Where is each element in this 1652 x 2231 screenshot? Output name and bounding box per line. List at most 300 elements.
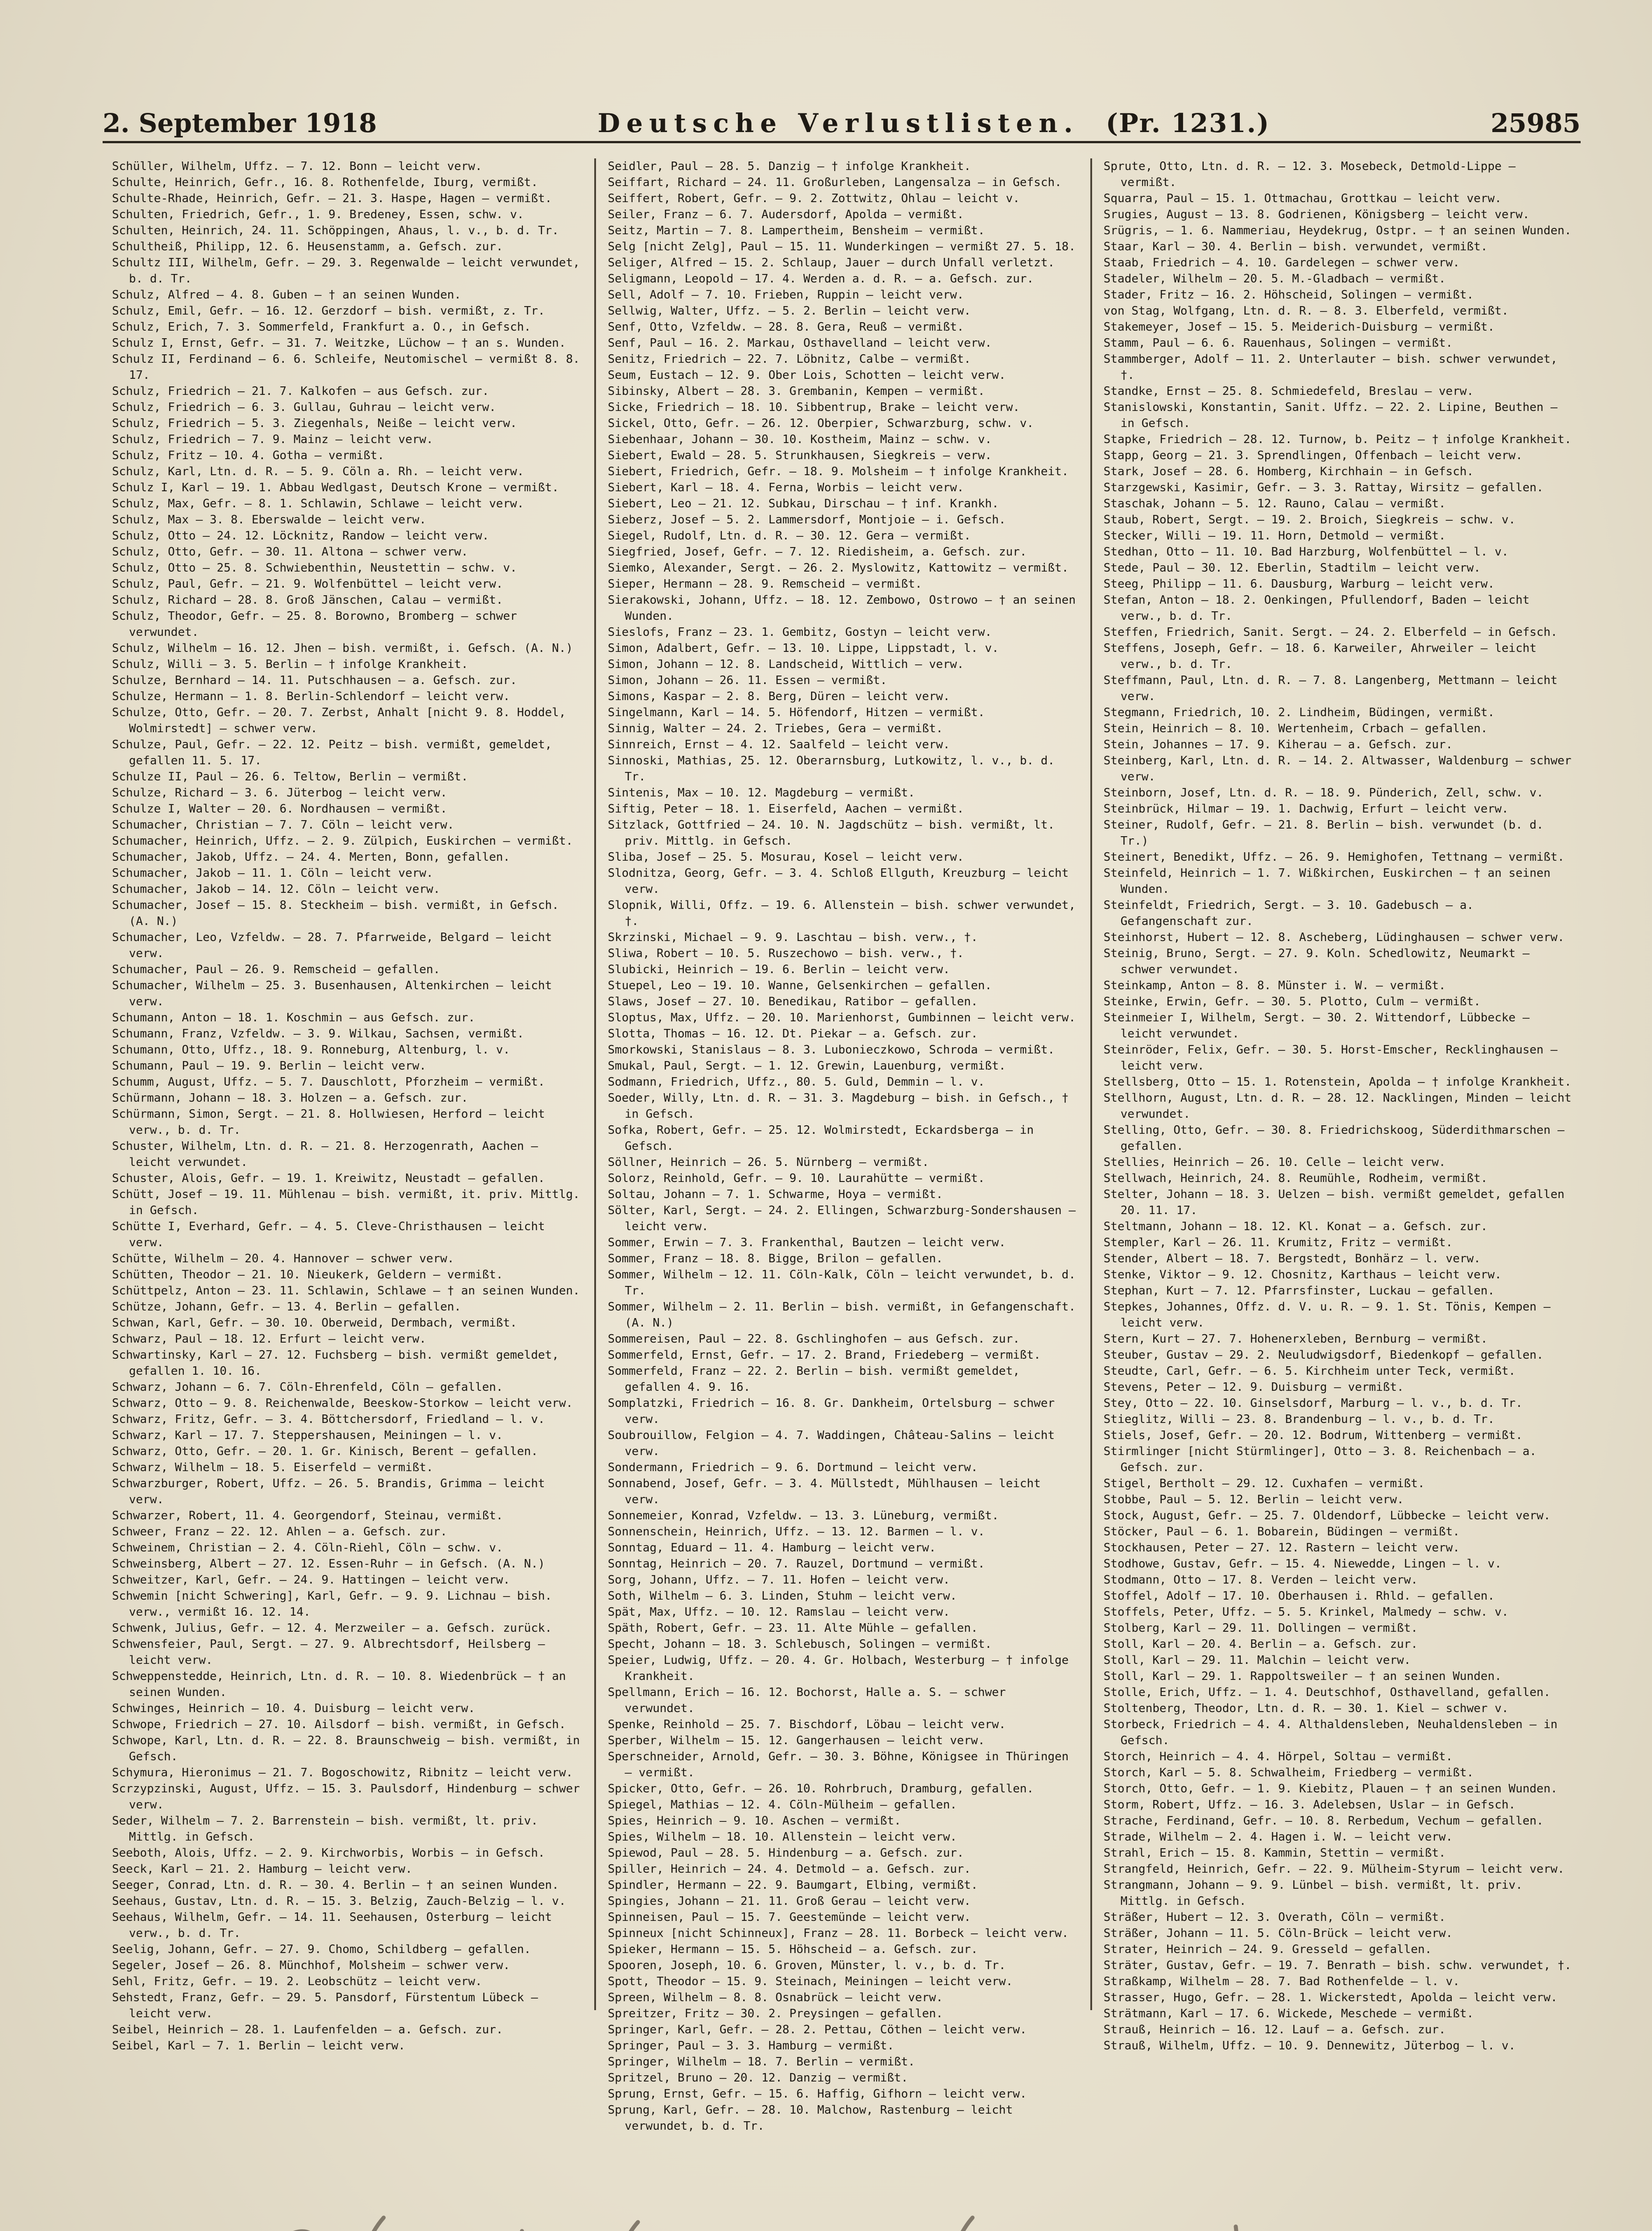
- casualty-entry: Siebert, Ewald — 28. 5. Strunkhausen, Siegkreis — verw.: [608, 449, 992, 462]
- casualty-entry: Seibel, Heinrich — 28. 1. Laufenfelden — a. Gefsch. zur.: [112, 2023, 503, 2036]
- casualty-entry: Schwarzburger, Robert, Uffz. — 26. 5. Brandis, Grimma — leicht verw.: [112, 1477, 545, 1506]
- casualty-entry: Stobbe, Paul — 5. 12. Berlin — leicht verw.: [1103, 1493, 1404, 1506]
- casualty-entry: Schütten, Theodor — 21. 10. Nieukerk, Geldern — vermißt.: [112, 1268, 503, 1281]
- casualty-entry: Schulz, Max — 3. 8. Eberswalde — leicht verw.: [112, 513, 426, 527]
- casualty-entry: Stoltenberg, Theodor, Ltn. d. R. — 30. 1. Kiel — schwer v.: [1103, 1702, 1509, 1715]
- casualty-entry: Schumacher, Jakob — 14. 12. Cöln — leicht verw.: [112, 883, 440, 896]
- casualty-entry: Stender, Albert — 18. 7. Bergstedt, Bonhärz — l. verw.: [1103, 1252, 1481, 1265]
- casualty-entry: Stolberg, Karl — 29. 11. Dollingen — vermißt.: [1103, 1621, 1418, 1635]
- casualty-entry: Simons, Kaspar — 2. 8. Berg, Düren — leicht verw.: [608, 690, 950, 703]
- casualty-entry: Stirmlinger [nicht Stürmlinger], Otto — 3. 8. Reichenbach — a. Gefsch. zur.: [1103, 1445, 1537, 1474]
- casualty-entry: Specht, Johann — 18. 3. Schlebusch, Solingen — vermißt.: [608, 1638, 992, 1651]
- casualty-entry: Senf, Paul — 16. 2. Markau, Osthavelland — leicht verw.: [608, 336, 992, 350]
- casualty-entry: Storch, Otto, Gefr. — 1. 9. Kiebitz, Plauen — † an seinen Wunden.: [1103, 1782, 1558, 1796]
- casualty-entry: Schymura, Hieronimus — 21. 7. Bogoschowitz, Ribnitz — leicht verw.: [112, 1766, 573, 1779]
- casualty-entry: Schwarz, Johann — 6. 7. Cöln-Ehrenfeld, Cöln — gefallen.: [112, 1381, 503, 1394]
- casualty-entry: Sommerfeld, Franz — 22. 2. Berlin — bish. vermißt gemeldet, gefallen 4. 9. 16.: [608, 1364, 1020, 1394]
- casualty-entry: Schüttpelz, Anton — 23. 11. Schlawin, Schlawe — † an seinen Wunden.: [112, 1284, 580, 1298]
- casualty-entry: Schwope, Karl, Ltn. d. R. — 22. 8. Braunschweig — bish. vermißt, in Gefsch.: [112, 1734, 580, 1763]
- casualty-entry: Sellwig, Walter, Uffz. — 5. 2. Berlin — leicht verw.: [608, 304, 971, 318]
- casualty-entry: Schulten, Heinrich, 24. 11. Schöppingen, Ahaus, l. v., b. d. Tr.: [112, 224, 559, 237]
- casualty-entry: Steffmann, Paul, Ltn. d. R. — 7. 8. Langenberg, Mettmann — leicht verw.: [1103, 674, 1558, 703]
- casualty-entry: Schumacher, Jakob — 11. 1. Cöln — leicht verw.: [112, 867, 434, 880]
- casualty-entry: Steinfeldt, Friedrich, Sergt. — 3. 10. Gadebusch — a. Gefangenschaft zur.: [1103, 899, 1474, 928]
- casualty-entry: Segeler, Josef — 26. 8. Münchhof, Molsheim — schwer verw.: [112, 1959, 510, 1972]
- casualty-entry: Sperschneider, Arnold, Gefr. — 30. 3. Böhne, Königsee in Thüringen — vermißt.: [608, 1750, 1069, 1779]
- casualty-entry: Steinert, Benedikt, Uffz. — 26. 9. Hemighofen, Tettnang — vermißt.: [1103, 850, 1565, 864]
- casualty-entry: Schwemin [nicht Schwering], Karl, Gefr. — 9. 9. Lichnau — bish. verw., vermißt 16. 12. 14.: [112, 1589, 552, 1619]
- page-header: [103, 105, 1581, 143]
- casualty-entry: Slodnitza, Georg, Gefr. — 3. 4. Schloß Ellguth, Kreuzburg — leicht verw.: [608, 867, 1069, 896]
- casualty-entry: Schwarz, Paul — 18. 12. Erfurt — leicht verw.: [112, 1332, 426, 1346]
- casualty-entry: Schwope, Friedrich — 27. 10. Ailsdorf — bish. vermißt, in Gefsch.: [112, 1718, 566, 1731]
- casualty-entry: Schumacher, Heinrich, Uffz. — 2. 9. Zülpich, Euskirchen — vermißt.: [112, 834, 573, 848]
- casualty-entry: Schweitzer, Karl, Gefr. — 24. 9. Hattingen — leicht verw.: [112, 1573, 510, 1587]
- casualty-entry: Spenke, Reinhold — 25. 7. Bischdorf, Löbau — leicht verw.: [608, 1718, 1006, 1731]
- casualty-entry: Solorz, Reinhold, Gefr. — 9. 10. Laurahütte — vermißt.: [608, 1172, 985, 1185]
- casualty-entry: Schulze, Bernhard — 14. 11. Putschhausen — a. Gefsch. zur.: [112, 674, 517, 687]
- casualty-entry: Starzgewski, Kasimir, Gefr. — 3. 3. Rattay, Wirsitz — gefallen.: [1103, 481, 1544, 494]
- casualty-entry: Stanislowski, Konstantin, Sanit. Uffz. — 22. 2. Lipine, Beuthen — in Gefsch.: [1103, 401, 1558, 430]
- casualty-entry: Singelmann, Karl — 14. 5. Höfendorf, Hitzen — vermißt.: [608, 706, 985, 719]
- casualty-entry: Sonnenschein, Heinrich, Uffz. — 13. 12. Barmen — l. v.: [608, 1525, 985, 1538]
- casualty-entry: Steinkamp, Anton — 8. 8. Münster i. W. — vermißt.: [1103, 979, 1446, 992]
- casualty-entry: Stakemeyer, Josef — 15. 5. Meiderich-Duisburg — vermißt.: [1103, 320, 1495, 334]
- casualty-entry: Seidler, Paul — 28. 5. Danzig — † infolge Krankheit.: [608, 160, 971, 173]
- casualty-entry: Seitz, Martin — 7. 8. Lampertheim, Bensheim — vermißt.: [608, 224, 985, 237]
- casualty-entry: Schulz I, Ernst, Gefr. — 31. 7. Weitzke, Lüchow — † an s. Wunden.: [112, 336, 566, 350]
- casualty-entry: Sell, Adolf — 7. 10. Frieben, Ruppin — leicht verw.: [608, 288, 964, 302]
- casualty-entry: Siftig, Peter — 18. 1. Eiserfeld, Aachen — vermißt.: [608, 802, 964, 816]
- casualty-entry: Schwarz, Fritz, Gefr. — 3. 4. Böttchersdorf, Friedland — l. v.: [112, 1413, 545, 1426]
- casualty-entry: Staub, Robert, Sergt. — 19. 2. Broich, Siegkreis — schw. v.: [1103, 513, 1516, 527]
- casualty-entry: Strasser, Hugo, Gefr. — 28. 1. Wickerstedt, Apolda — leicht verw.: [1103, 1991, 1558, 2004]
- casualty-entry: Schulz, Emil, Gefr. — 16. 12. Gerzdorf — bish. vermißt, z. Tr.: [112, 304, 545, 318]
- casualty-entry: Schwarz, Wilhelm — 18. 5. Eiserfeld — vermißt.: [112, 1461, 434, 1474]
- casualty-entry: Stellwach, Heinrich, 24. 8. Reumühle, Rodheim, vermißt.: [1103, 1172, 1488, 1185]
- casualty-entry: Seligmann, Leopold — 17. 4. Werden a. d. R. — a. Gefsch. zur.: [608, 272, 1034, 286]
- casualty-entry: Schulz, Otto, Gefr. — 30. 11. Altona — schwer verw.: [112, 545, 468, 559]
- casualty-entry: Siebenhaar, Johann — 30. 10. Kostheim, Mainz — schw. v.: [608, 433, 992, 446]
- casualty-entry: Schwarz, Otto, Gefr. — 20. 1. Gr. Kinisch, Berent — gefallen.: [112, 1445, 538, 1458]
- casualty-entry: Steinbrück, Hilmar — 19. 1. Dachwig, Erfurt — leicht verw.: [1103, 802, 1509, 816]
- column-2: [594, 158, 1090, 2133]
- casualty-entry: Schulten, Friedrich, Gefr., 1. 9. Bredeney, Essen, schw. v.: [112, 208, 524, 221]
- casualty-entry: Sprute, Otto, Ltn. d. R. — 12. 3. Mosebeck, Detmold-Lippe — vermißt.: [1103, 160, 1516, 189]
- casualty-entry: Schweinsberg, Albert — 27. 12. Essen-Ruhr — in Gefsch. (A. N.): [112, 1557, 545, 1571]
- casualty-entry: Sieper, Hermann — 28. 9. Remscheid — vermißt.: [608, 577, 922, 591]
- casualty-entry: Stiels, Josef, Gefr. — 20. 12. Bodrum, Wittenberg — vermißt.: [1103, 1429, 1523, 1442]
- casualty-entry: Schulze, Hermann — 1. 8. Berlin-Schlendorf — leicht verw.: [112, 690, 510, 703]
- header-page-number: 25985: [1491, 108, 1581, 138]
- casualty-entry: Stöcker, Paul — 6. 1. Bobarein, Büdingen — vermißt.: [1103, 1525, 1460, 1538]
- casualty-entry: Spingies, Johann — 21. 11. Groß Gerau — leicht verw.: [608, 1895, 971, 1908]
- casualty-entry: Sinnreich, Ernst — 4. 12. Saalfeld — leicht verw.: [608, 738, 950, 751]
- casualty-entry: Staab, Friedrich — 4. 10. Gardelegen — schwer verw.: [1103, 256, 1460, 270]
- casualty-entry: Sträßer, Johann — 11. 5. Cöln-Brück — leicht verw.: [1103, 1927, 1453, 1940]
- casualty-entry: Spiegel, Mathias — 12. 4. Cöln-Mülheim — gefallen.: [608, 1798, 957, 1812]
- casualty-entry: Schulz, Richard — 28. 8. Groß Jänschen, Calau — vermißt.: [112, 593, 503, 607]
- casualty-entry: Schumann, Franz, Vzfeldw. — 3. 9. Wilkau, Sachsen, vermißt.: [112, 1027, 524, 1041]
- casualty-entry: Storbeck, Friedrich — 4. 4. Althaldensleben, Neuhaldensleben — in Gefsch.: [1103, 1718, 1558, 1747]
- casualty-entry: Söllner, Heinrich — 26. 5. Nürnberg — vermißt.: [608, 1156, 929, 1169]
- casualty-entry: Storm, Robert, Uffz. — 16. 3. Adelebsen, Uslar — in Gefsch.: [1103, 1798, 1516, 1812]
- casualty-entry: Schweer, Franz — 22. 12. Ahlen — a. Gefsch. zur.: [112, 1525, 447, 1538]
- casualty-entry: Sloptus, Max, Uffz. — 20. 10. Marienhorst, Gumbinnen — leicht verw.: [608, 1011, 1076, 1024]
- casualty-entry: Steinberg, Karl, Ltn. d. R. — 14. 2. Altwasser, Waldenburg — schwer verw.: [1103, 754, 1572, 784]
- casualty-entry: Seiler, Franz — 6. 7. Audersdorf, Apolda — vermißt.: [608, 208, 964, 221]
- casualty-entry: Soubrouillow, Felgion — 4. 7. Waddingen, Château-Salins — leicht verw.: [608, 1429, 1055, 1458]
- header-center: [598, 108, 1270, 138]
- casualty-entry: Sieberz, Josef — 5. 2. Lammersdorf, Montjoie — i. Gefsch.: [608, 513, 1006, 527]
- casualty-entry: Seum, Eustach — 12. 9. Ober Lois, Schotten — leicht verw.: [608, 369, 1006, 382]
- casualty-entry: Schulze, Paul, Gefr. — 22. 12. Peitz — bish. vermißt, gemeldet, gefallen 11. 5. 17.: [112, 738, 552, 767]
- casualty-entry: Stephan, Kurt — 7. 12. Pfarrsfinster, Luckau — gefallen.: [1103, 1284, 1495, 1298]
- casualty-entry: Squarra, Paul — 15. 1. Ottmachau, Grottkau — leicht verw.: [1103, 192, 1502, 205]
- casualty-entry: Stammberger, Adolf — 11. 2. Unterlauter — bish. schwer verwundet, †.: [1103, 352, 1558, 382]
- casualty-entry: Schumm, August, Uffz. — 5. 7. Dauschlott, Pforzheim — vermißt.: [112, 1075, 545, 1089]
- casualty-entry: Schürmann, Simon, Sergt. — 21. 8. Hollwiesen, Herford — leicht verw., b. d. Tr.: [112, 1107, 545, 1137]
- casualty-entry: Spreitzer, Fritz — 30. 2. Preysingen — gefallen.: [608, 2007, 943, 2020]
- casualty-entry: Sieslofs, Franz — 23. 1. Gembitz, Gostyn — leicht verw.: [608, 626, 992, 639]
- handwritten-annotation: [0, 2177, 1652, 2231]
- casualty-entry: Sonntag, Eduard — 11. 4. Hamburg — leicht verw.: [608, 1541, 936, 1555]
- casualty-entry: Springer, Paul — 3. 3. Hamburg — vermißt.: [608, 2039, 894, 2053]
- casualty-entry: Storch, Heinrich — 4. 4. Hörpel, Soltau — vermißt.: [1103, 1750, 1453, 1763]
- casualty-entry: Slubicki, Heinrich — 19. 6. Berlin — leicht verw.: [608, 963, 950, 976]
- casualty-entry: Schumacher, Jakob, Uffz. — 24. 4. Merten, Bonn, gefallen.: [112, 850, 510, 864]
- casualty-entry: Stellsberg, Otto — 15. 1. Rotenstein, Apolda — † infolge Krankheit.: [1103, 1075, 1572, 1089]
- casualty-entry: Somplatzki, Friedrich — 16. 8. Gr. Dankheim, Ortelsburg — schwer verw.: [608, 1397, 1055, 1426]
- casualty-entry: Schulz, Otto — 24. 12. Löcknitz, Randow — leicht verw.: [112, 529, 489, 543]
- casualty-entry: Sträßer, Hubert — 12. 3. Overath, Cöln — vermißt.: [1103, 1911, 1446, 1924]
- casualty-entry: Stede, Paul — 30. 12. Eberlin, Stadtilm — leicht verw.: [1103, 561, 1481, 575]
- casualty-entry: Stein, Johannes — 17. 9. Kiherau — a. Gefsch. zur.: [1103, 738, 1453, 751]
- casualty-entry: Stefan, Anton — 18. 2. Oenkingen, Pfullendorf, Baden — leicht verw., b. d. Tr.: [1103, 593, 1530, 623]
- casualty-entry: Stein, Heinrich — 8. 10. Wertenheim, Crbach — gefallen.: [1103, 722, 1488, 735]
- casualty-entry: Stoll, Karl — 29. 11. Malchin — leicht verw.: [1103, 1654, 1411, 1667]
- casualty-entry: Späth, Robert, Gefr. — 23. 11. Alte Mühle — gefallen.: [608, 1621, 978, 1635]
- casualty-entry: Strache, Ferdinand, Gefr. — 10. 8. Rerbedum, Vechum — gefallen.: [1103, 1814, 1544, 1828]
- casualty-entry: Siebert, Leo — 21. 12. Subkau, Dirschau — † inf. Krankh.: [608, 497, 999, 510]
- casualty-entry: Schulz, Fritz — 10. 4. Gotha — vermißt.: [112, 449, 385, 462]
- header-title: Deutsche Verlustlisten.: [597, 108, 1079, 138]
- casualty-entry: Schulz, Otto — 25. 8. Schwiebenthin, Neustettin — schw. v.: [112, 561, 517, 575]
- casualty-entry: Stellies, Heinrich — 26. 10. Celle — leicht verw.: [1103, 1156, 1446, 1169]
- casualty-entry: Springer, Wilhelm — 18. 7. Berlin — vermißt.: [608, 2055, 915, 2069]
- casualty-entry: Soeder, Willy, Ltn. d. R. — 31. 3. Magdeburg — bish. in Gefsch., † in Gefsch.: [608, 1091, 1069, 1121]
- casualty-entry: Steinig, Bruno, Sergt. — 27. 9. Koln. Schedlowitz, Neumarkt — schwer verwundet.: [1103, 947, 1530, 976]
- casualty-entry: Schwarz, Karl — 17. 7. Steppershausen, Meiningen — l. v.: [112, 1429, 503, 1442]
- casualty-entry: Skrzinski, Michael — 9. 9. Laschtau — bish. verw., †.: [608, 931, 978, 944]
- casualty-entry: Standke, Ernst — 25. 8. Schmiedefeld, Breslau — verw.: [1103, 385, 1474, 398]
- casualty-entry: Spindler, Hermann — 22. 9. Baumgart, Elbing, vermißt.: [608, 1879, 978, 1892]
- casualty-entry: Stader, Fritz — 16. 2. Höhscheid, Solingen — vermißt.: [1103, 288, 1474, 302]
- casualty-entry: Steeg, Philipp — 11. 6. Dausburg, Warburg — leicht verw.: [1103, 577, 1495, 591]
- casualty-entry: Simon, Adalbert, Gefr. — 13. 10. Lippe, Lippstadt, l. v.: [608, 642, 999, 655]
- column-3: [1090, 158, 1586, 2053]
- casualty-entry: Sprung, Karl, Gefr. — 28. 10. Malchow, Rastenburg — leicht verwundet, b. d. Tr.: [608, 2103, 1013, 2133]
- casualty-entry: Schürmann, Johann — 18. 3. Holzen — a. Gefsch. zur.: [112, 1091, 468, 1105]
- casualty-entry: Sehl, Fritz, Gefr. — 19. 2. Leobschütz — leicht verw.: [112, 1975, 482, 1988]
- casualty-entry: Steudte, Carl, Gefr. — 6. 5. Kirchheim unter Teck, vermißt.: [1103, 1364, 1516, 1378]
- casualty-entry: Schwinges, Heinrich — 10. 4. Duisburg — leicht verw.: [112, 1702, 475, 1715]
- casualty-entry: Stelter, Johann — 18. 3. Uelzen — bish. vermißt gemeldet, gefallen 20. 11. 17.: [1103, 1188, 1565, 1217]
- casualty-entry: Schumann, Otto, Uffz., 18. 9. Ronneburg, Altenburg, l. v.: [112, 1043, 510, 1057]
- casualty-entry: von Stag, Wolfgang, Ltn. d. R. — 8. 3. Elberfeld, vermißt.: [1103, 304, 1509, 318]
- casualty-entry: Schumacher, Wilhelm — 25. 3. Busenhausen, Altenkirchen — leicht verw.: [112, 979, 552, 1008]
- casualty-entry: Spinneux [nicht Schinneux], Franz — 28. 11. Borbeck — leicht verw.: [608, 1927, 1069, 1940]
- casualty-entry: Stepkes, Johannes, Offz. d. V. u. R. — 9. 1. St. Tönis, Kempen — leicht verw.: [1103, 1300, 1551, 1330]
- casualty-entry: Strätmann, Karl — 17. 6. Wickede, Meschede — vermißt.: [1103, 2007, 1474, 2020]
- casualty-entry: Strater, Heinrich — 24. 9. Gresseld — gefallen.: [1103, 1943, 1432, 1956]
- casualty-entry: Staar, Karl — 30. 4. Berlin — bish. verwundet, vermißt.: [1103, 240, 1488, 253]
- casualty-entry: Spreen, Wilhelm — 8. 8. Osnabrück — leicht verw.: [608, 1991, 943, 2004]
- casualty-entry: Spooren, Joseph, 10. 6. Groven, Münster, l. v., b. d. Tr.: [608, 1959, 1006, 1972]
- casualty-entry: Stodmann, Otto — 17. 8. Verden — leicht verw.: [1103, 1573, 1418, 1587]
- casualty-entry: Spiller, Heinrich — 24. 4. Detmold — a. Gefsch. zur.: [608, 1862, 971, 1876]
- casualty-entry: Schulz, Max, Gefr. — 8. 1. Schlawin, Schlawe — leicht verw.: [112, 497, 524, 510]
- casualty-entry: Siebert, Friedrich, Gefr. — 18. 9. Molsheim — † infolge Krankheit.: [608, 465, 1069, 478]
- casualty-entry: Simon, Johann — 26. 11. Essen — vermißt.: [608, 674, 887, 687]
- casualty-entry: Stodhowe, Gustav, Gefr. — 15. 4. Niewedde, Lingen — l. v.: [1103, 1557, 1502, 1571]
- casualty-entry: Schwensfeier, Paul, Sergt. — 27. 9. Albrechtsdorf, Heilsberg — leicht verw.: [112, 1638, 545, 1667]
- casualty-entry: Stecker, Willi — 19. 11. Horn, Detmold — vermißt.: [1103, 529, 1446, 543]
- casualty-entry: Schweppenstedde, Heinrich, Ltn. d. R. — 10. 8. Wiedenbrück — † an seinen Wunden.: [112, 1670, 566, 1699]
- casualty-entry: Strangmann, Johann — 9. 9. Lünbel — bish. vermißt, lt. priv. Mittlg. in Gefsch.: [1103, 1879, 1523, 1908]
- casualty-entry: Seelig, Johann, Gefr. — 27. 9. Chomo, Schildberg — gefallen.: [112, 1943, 531, 1956]
- casualty-entry: Senitz, Friedrich — 22. 7. Löbnitz, Calbe — vermißt.: [608, 352, 971, 366]
- casualty-entry: Steinborn, Josef, Ltn. d. R. — 18. 9. Pünderich, Zell, schw. v.: [1103, 786, 1544, 800]
- casualty-entry: Seiffert, Robert, Gefr. — 9. 2. Zottwitz, Ohlau — leicht v.: [608, 192, 1020, 205]
- casualty-entry: Stoffel, Adolf — 17. 10. Oberhausen i. Rhld. — gefallen.: [1103, 1589, 1495, 1603]
- casualty-entry: Schulz, Karl, Ltn. d. R. — 5. 9. Cöln a. Rh. — leicht verw.: [112, 465, 524, 478]
- casualty-entry: Spies, Heinrich — 9. 10. Aschen — vermißt.: [608, 1814, 901, 1828]
- casualty-entry: Strahl, Erich — 15. 8. Kammin, Stettin — vermißt.: [1103, 1846, 1446, 1860]
- casualty-entry: Steffen, Friedrich, Sanit. Sergt. — 24. 2. Elberfeld — in Gefsch.: [1103, 626, 1558, 639]
- casualty-entry: Sommer, Franz — 18. 8. Bigge, Brilon — gefallen.: [608, 1252, 943, 1265]
- casualty-entry: Stigel, Bertholt — 29. 12. Cuxhafen — vermißt.: [1103, 1477, 1425, 1490]
- casualty-entry: Steuber, Gustav — 29. 2. Neuludwigsdorf, Biedenkopf — gefallen.: [1103, 1348, 1544, 1362]
- casualty-entry: Srügris, — 1. 6. Nammeriau, Heydekrug, Ostpr. — † an seinen Wunden.: [1103, 224, 1572, 237]
- casualty-entry: Steinröder, Felix, Gefr. — 30. 5. Horst-Emscher, Recklinghausen — leicht verw.: [1103, 1043, 1558, 1073]
- casualty-entry: Spicker, Otto, Gefr. — 26. 10. Rohrbruch, Dramburg, gefallen.: [608, 1782, 1034, 1796]
- casualty-entry: Stadeler, Wilhelm — 20. 5. M.-Gladbach — vermißt.: [1103, 272, 1446, 286]
- casualty-entry: Slaws, Josef — 27. 10. Benedikau, Ratibor — gefallen.: [608, 995, 978, 1008]
- casualty-entry: Simon, Johann — 12. 8. Landscheid, Wittlich — verw.: [608, 658, 964, 671]
- casualty-entry: Slotta, Thomas — 16. 12. Dt. Piekar — a. Gefsch. zur.: [608, 1027, 978, 1041]
- casualty-entry: Steinfeld, Heinrich — 1. 7. Wißkirchen, Euskirchen — † an seinen Wunden.: [1103, 867, 1551, 896]
- casualty-entry: Schulz, Alfred — 4. 8. Guben — † an seinen Wunden.: [112, 288, 461, 302]
- casualty-entry: Sondermann, Friedrich — 9. 6. Dortmund — leicht verw.: [608, 1461, 978, 1474]
- casualty-entry: Stey, Otto — 22. 10. Ginselsdorf, Marburg — l. v., b. d. Tr.: [1103, 1397, 1523, 1410]
- casualty-entry: Steffens, Joseph, Gefr. — 18. 6. Karweiler, Ahrweiler — leicht verw., b. d. Tr.: [1103, 642, 1537, 671]
- casualty-entry: Siemko, Alexander, Sergt. — 26. 2. Myslowitz, Kattowitz — vermißt.: [608, 561, 1069, 575]
- casualty-entry: Sofka, Robert, Gefr. — 25. 12. Wolmirstedt, Eckardsberga — in Gefsch.: [608, 1124, 1034, 1153]
- casualty-entry: Sommereisen, Paul — 22. 8. Gschlinghofen — aus Gefsch. zur.: [608, 1332, 1020, 1346]
- casualty-entry: Spinneisen, Paul — 15. 7. Geestemünde — leicht verw.: [608, 1911, 971, 1924]
- casualty-entry: Speier, Ludwig, Uffz. — 20. 4. Gr. Holbach, Westerburg — † infolge Krankheit.: [608, 1654, 1069, 1683]
- casualty-entry: Stolle, Erich, Uffz. — 1. 4. Deutschhof, Osthavelland, gefallen.: [1103, 1686, 1551, 1699]
- casualty-entry: Sölter, Karl, Sergt. — 24. 2. Ellingen, Schwarzburg-Sondershausen — leicht verw.: [608, 1204, 1076, 1233]
- casualty-entry: Seehaus, Gustav, Ltn. d. R. — 15. 3. Belzig, Zauch-Belzig — l. v.: [112, 1895, 566, 1908]
- casualty-entry: Seeger, Conrad, Ltn. d. R. — 30. 4. Berlin — † an seinen Wunden.: [112, 1879, 559, 1892]
- casualty-entry: Sickel, Otto, Gefr. — 26. 12. Oberpier, Schwarzburg, schw. v.: [608, 417, 1034, 430]
- casualty-entry: Schumacher, Leo, Vzfeldw. — 28. 7. Pfarrweide, Belgard — leicht verw.: [112, 931, 552, 960]
- casualty-entry: Spritzel, Bruno — 20. 12. Danzig — vermißt.: [608, 2071, 908, 2085]
- casualty-entry: Scrzypzinski, August, Uffz. — 15. 3. Paulsdorf, Hindenburg — schwer verw.: [112, 1782, 580, 1812]
- casualty-entry: Steltmann, Johann — 18. 12. Kl. Konat — a. Gefsch. zur.: [1103, 1220, 1488, 1233]
- casualty-entry: Schulze I, Walter — 20. 6. Nordhausen — vermißt.: [112, 802, 447, 816]
- casualty-entry: Schulz, Friedrich — 21. 7. Kalkofen — aus Gefsch. zur.: [112, 385, 489, 398]
- casualty-entry: Slopnik, Willi, Offz. — 19. 6. Allenstein — bish. schwer verwundet, †.: [608, 899, 1076, 928]
- casualty-entry: Strauß, Wilhelm, Uffz. — 10. 9. Dennewitz, Jüterbog — l. v.: [1103, 2039, 1516, 2053]
- casualty-entry: Schulze II, Paul — 26. 6. Teltow, Berlin — vermißt.: [112, 770, 468, 784]
- casualty-entry: Schwan, Karl, Gefr. — 30. 10. Oberweid, Dermbach, vermißt.: [112, 1316, 517, 1330]
- casualty-entry: Schulz I, Karl — 19. 1. Abbau Wedlgast, Deutsch Krone — vermißt.: [112, 481, 559, 494]
- casualty-entry: Schultheiß, Philipp, 12. 6. Heusenstamm, a. Gefsch. zur.: [112, 240, 503, 253]
- casualty-entry: Seibel, Karl — 7. 1. Berlin — leicht verw.: [112, 2039, 406, 2053]
- casualty-entry: Srugies, August — 13. 8. Godrienen, Königsberg — leicht verw.: [1103, 208, 1530, 221]
- header-issue: (Pr. 1231.): [1105, 108, 1270, 138]
- casualty-entry: Schütte I, Everhard, Gefr. — 4. 5. Cleve-Christhausen — leicht verw.: [112, 1220, 545, 1249]
- casualty-entry: Schulz, Friedrich — 6. 3. Gullau, Guhrau — leicht verw.: [112, 401, 496, 414]
- casualty-entry: Spott, Theodor — 15. 9. Steinach, Meiningen — leicht verw.: [608, 1975, 1013, 1988]
- casualty-entry: Strauß, Heinrich — 16. 12. Lauf — a. Gefsch. zur.: [1103, 2023, 1446, 2036]
- casualty-entry: Strade, Wilhelm — 2. 4. Hagen i. W. — leicht verw.: [1103, 1830, 1453, 1844]
- casualty-entry: Spiewod, Paul — 28. 5. Hindenburg — a. Gefsch. zur.: [608, 1846, 964, 1860]
- casualty-entry: Sommerfeld, Ernst, Gefr. — 17. 2. Brand, Friedeberg — vermißt.: [608, 1348, 1041, 1362]
- casualty-entry: Schwarz, Otto — 9. 8. Reichenwalde, Beeskow-Storkow — leicht verw.: [112, 1397, 573, 1410]
- casualty-entry: Schütt, Josef — 19. 11. Mühlenau — bish. vermißt, it. priv. Mittlg. in Gefsch.: [112, 1188, 580, 1217]
- casualty-entry: Schulz, Friedrich — 7. 9. Mainz — leicht verw.: [112, 433, 434, 446]
- casualty-entry: Steiner, Rudolf, Gefr. — 21. 8. Berlin — bish. verwundet (b. d. Tr.): [1103, 818, 1544, 848]
- casualty-entry: Staschak, Johann — 5. 12. Rauno, Calau — vermißt.: [1103, 497, 1446, 510]
- casualty-entry: Schumacher, Josef — 15. 8. Steckheim — bish. vermißt, in Gefsch. (A. N.): [112, 899, 559, 928]
- casualty-entry: Stedhan, Otto — 11. 10. Bad Harzburg, Wolfenbüttel — l. v.: [1103, 545, 1509, 559]
- casualty-entry: Seeck, Karl — 21. 2. Hamburg — leicht verw.: [112, 1862, 413, 1876]
- casualty-entry: Schulz, Paul, Gefr. — 21. 9. Wolfenbüttel — leicht verw.: [112, 577, 503, 591]
- casualty-entry: Siegfried, Josef, Gefr. — 7. 12. Riedisheim, a. Gefsch. zur.: [608, 545, 1027, 559]
- casualty-entry: Schuster, Wilhelm, Ltn. d. R. — 21. 8. Herzogenrath, Aachen — leicht verwundet.: [112, 1140, 538, 1169]
- casualty-entry: Stoll, Karl — 20. 4. Berlin — a. Gefsch. zur.: [1103, 1638, 1418, 1651]
- casualty-entry: Soltau, Johann — 7. 1. Schwarme, Hoya — vermißt.: [608, 1188, 943, 1201]
- casualty-entry: Sorg, Johann, Uffz. — 7. 11. Hofen — leicht verw.: [608, 1573, 950, 1587]
- casualty-entry: Stockhausen, Peter — 27. 12. Rastern — leicht verw.: [1103, 1541, 1460, 1555]
- casualty-entry: Schulte, Heinrich, Gefr., 16. 8. Rothenfelde, Iburg, vermißt.: [112, 176, 538, 189]
- casualty-entry: Stoffels, Peter, Uffz. — 5. 5. Krinkel, Malmedy — schw. v.: [1103, 1605, 1509, 1619]
- casualty-entry: Sonntag, Heinrich — 20. 7. Rauzel, Dortmund — vermißt.: [608, 1557, 985, 1571]
- casualty-entry: Sehstedt, Franz, Gefr. — 29. 5. Pansdorf, Fürstentum Lübeck — leicht verw.: [112, 1991, 538, 2020]
- casualty-entry: Schulze, Otto, Gefr. — 20. 7. Zerbst, Anhalt [nicht 9. 8. Hoddel, Wolmirstedt] — schwer verw.: [112, 706, 566, 735]
- casualty-entry: Schulze, Richard — 3. 6. Jüterbog — leicht verw.: [112, 786, 447, 800]
- casualty-entry: Schwenk, Julius, Gefr. — 12. 4. Merzweiler — a. Gefsch. zurück.: [112, 1621, 552, 1635]
- casualty-entry: Springer, Karl, Gefr. — 28. 2. Pettau, Cöthen — leicht verw.: [608, 2023, 1027, 2036]
- casualty-entry: Schulz II, Ferdinand — 6. 6. Schleife, Neutomischel — vermißt 8. 8. 17.: [112, 352, 580, 382]
- casualty-entry: Schumann, Anton — 18. 1. Koschmin — aus Gefsch. zur.: [112, 1011, 475, 1024]
- casualty-entry: Schultz III, Wilhelm, Gefr. — 29. 3. Regenwalde — leicht verwundet, b. d. Tr.: [112, 256, 580, 286]
- casualty-entry: Stark, Josef — 28. 6. Homberg, Kirchhain — in Gefsch.: [1103, 465, 1474, 478]
- casualty-entry: Sliwa, Robert — 10. 5. Ruszechowo — bish. verw., †.: [608, 947, 964, 960]
- casualty-entry: Schütze, Johann, Gefr. — 13. 4. Berlin — gefallen.: [112, 1300, 461, 1314]
- casualty-entry: Sinnig, Walter — 24. 2. Triebes, Gera — vermißt.: [608, 722, 943, 735]
- casualty-entry: Schumann, Paul — 19. 9. Berlin — leicht verw.: [112, 1059, 426, 1073]
- casualty-entry: Stegmann, Friedrich, 10. 2. Lindheim, Büdingen, vermißt.: [1103, 706, 1495, 719]
- casualty-entry: Siegel, Rudolf, Ltn. d. R. — 30. 12. Gera — vermißt.: [608, 529, 971, 543]
- casualty-entry: Schulz, Wilhelm — 16. 12. Jhen — bish. vermißt, i. Gefsch. (A. N.): [112, 642, 573, 655]
- casualty-entry: Steinmeier I, Wilhelm, Sergt. — 30. 2. Wittendorf, Lübbecke — leicht verwundet.: [1103, 1011, 1530, 1041]
- casualty-entry: Schulz, Friedrich — 5. 3. Ziegenhals, Neiße — leicht verw.: [112, 417, 517, 430]
- casualty-entry: Sitzlack, Gottfried — 24. 10. N. Jagdschütz — bish. vermißt, lt. priv. Mittlg. in Gefsch.: [608, 818, 1055, 848]
- casualty-entry: Seder, Wilhelm — 7. 2. Barrenstein — bish. vermißt, lt. priv. Mittlg. in Gefsch.: [112, 1814, 538, 1844]
- casualty-entry: Spieker, Hermann — 15. 5. Höhscheid — a. Gefsch. zur.: [608, 1943, 978, 1956]
- casualty-entry: Schwartinsky, Karl — 27. 12. Fuchsberg — bish. vermißt gemeldet, gefallen 1. 10. 16.: [112, 1348, 559, 1378]
- casualty-entry: Schütte, Wilhelm — 20. 4. Hannover — schwer verw.: [112, 1252, 455, 1265]
- column-1: [100, 158, 594, 2053]
- casualty-entry: Sierakowski, Johann, Uffz. — 18. 12. Zembowo, Ostrowo — † an seinen Wunden.: [608, 593, 1076, 623]
- casualty-entry: Sodmann, Friedrich, Uffz., 80. 5. Guld, Demmin — l. v.: [608, 1075, 985, 1089]
- casualty-entry: Storch, Karl — 5. 8. Schwalheim, Friedberg — vermißt.: [1103, 1766, 1474, 1779]
- casualty-entry: Stock, August, Gefr. — 25. 7. Oldendorf, Lübbecke — leicht verw.: [1103, 1509, 1551, 1522]
- casualty-entry: Stenke, Viktor — 9. 12. Chosnitz, Karthaus — leicht verw.: [1103, 1268, 1502, 1281]
- casualty-entry: Schulz, Erich, 7. 3. Sommerfeld, Frankfurt a. O., in Gefsch.: [112, 320, 531, 334]
- casualty-entry: Strangfeld, Heinrich, Gefr. — 22. 9. Mülheim-Styrum — leicht verw.: [1103, 1862, 1565, 1876]
- casualty-entry: Spät, Max, Uffz. — 10. 12. Ramslau — leicht verw.: [608, 1605, 950, 1619]
- casualty-entry: Stieglitz, Willi — 23. 8. Brandenburg — l. v., b. d. Tr.: [1103, 1413, 1495, 1426]
- casualty-entry: Schwarzer, Robert, 11. 4. Georgendorf, Steinau, vermißt.: [112, 1509, 503, 1522]
- casualty-entry: Straßkamp, Wilhelm — 28. 7. Bad Rothenfelde — l. v.: [1103, 1975, 1460, 1988]
- casualty-entry: Stern, Kurt — 27. 7. Hohenerxleben, Bernburg — vermißt.: [1103, 1332, 1488, 1346]
- casualty-entry: Sinnoski, Mathias, 25. 12. Oberarnsburg, Lutkowitz, l. v., b. d. Tr.: [608, 754, 1055, 784]
- casualty-entry: Stapke, Friedrich — 28. 12. Turnow, b. Peitz — † infolge Krankheit.: [1103, 433, 1572, 446]
- casualty-entry: Stellhorn, August, Ltn. d. R. — 28. 12. Nacklingen, Minden — leicht verwundet.: [1103, 1091, 1572, 1121]
- casualty-entry: Siebert, Karl — 18. 4. Ferna, Worbis — leicht verw.: [608, 481, 964, 494]
- casualty-entry: Steinke, Erwin, Gefr. — 30. 5. Plotto, Culm — vermißt.: [1103, 995, 1481, 1008]
- casualty-list-columns: [100, 158, 1586, 2133]
- casualty-entry: Schulte-Rhade, Heinrich, Gefr. — 21. 3. Haspe, Hagen — vermißt.: [112, 192, 552, 205]
- casualty-entry: Schumacher, Paul — 26. 9. Remscheid — gefallen.: [112, 963, 440, 976]
- casualty-entry: Schüller, Wilhelm, Uffz. — 7. 12. Bonn — leicht verw.: [112, 160, 482, 173]
- casualty-entry: Sommer, Erwin — 7. 3. Frankenthal, Bautzen — leicht verw.: [608, 1236, 1006, 1249]
- casualty-entry: Sträter, Gustav, Gefr. — 19. 7. Benrath — bish. schw. verwundet, †.: [1103, 1959, 1572, 1972]
- casualty-entry: Spies, Wilhelm — 18. 10. Allenstein — leicht verw.: [608, 1830, 957, 1844]
- casualty-entry: Stelling, Otto, Gefr. — 30. 8. Friedrichskoog, Süderdithmarschen — gefallen.: [1103, 1124, 1565, 1153]
- casualty-entry: Sprung, Ernst, Gefr. — 15. 6. Haffig, Gifhorn — leicht verw.: [608, 2087, 1027, 2101]
- casualty-entry: Sommer, Wilhelm — 2. 11. Berlin — bish. vermißt, in Gefangenschaft. (A. N.): [608, 1300, 1076, 1330]
- casualty-entry: Sommer, Wilhelm — 12. 11. Cöln-Kalk, Cöln — leicht verwundet, b. d. Tr.: [608, 1268, 1076, 1298]
- casualty-entry: Sibinsky, Albert — 28. 3. Grembanin, Kempen — vermißt.: [608, 385, 985, 398]
- casualty-entry: Schulz, Theodor, Gefr. — 25. 8. Borowno, Bromberg — schwer verwundet.: [112, 610, 517, 639]
- casualty-entry: Stempler, Karl — 26. 11. Krumitz, Fritz — vermißt.: [1103, 1236, 1453, 1249]
- casualty-entry: Seiffart, Richard — 24. 11. Großurleben, Langensalza — in Gefsch.: [608, 176, 1062, 189]
- casualty-entry: Sicke, Friedrich — 18. 10. Sibbentrup, Brake — leicht verw.: [608, 401, 1020, 414]
- casualty-entry: Stuepel, Leo — 19. 10. Wanne, Gelsenkirchen — gefallen.: [608, 979, 992, 992]
- casualty-entry: Seeboth, Alois, Uffz. — 2. 9. Kirchworbis, Worbis — in Gefsch.: [112, 1846, 545, 1860]
- casualty-entry: Spellmann, Erich — 16. 12. Bochorst, Halle a. S. — schwer verwundet.: [608, 1686, 1006, 1715]
- header-date: 2. September 1918: [103, 108, 377, 138]
- casualty-entry: Sonnabend, Josef, Gefr. — 3. 4. Müllstedt, Mühlhausen — leicht verw.: [608, 1477, 1041, 1506]
- casualty-entry: Seehaus, Wilhelm, Gefr. — 14. 11. Seehausen, Osterburg — leicht verw., b. d. Tr.: [112, 1911, 552, 1940]
- casualty-entry: Stevens, Peter — 12. 9. Duisburg — vermißt.: [1103, 1381, 1404, 1394]
- casualty-entry: Schuster, Alois, Gefr. — 19. 1. Kreiwitz, Neustadt — gefallen.: [112, 1172, 545, 1185]
- casualty-entry: Selg [nicht Zelg], Paul — 15. 11. Wunderkingen — vermißt 27. 5. 18.: [608, 240, 1076, 253]
- casualty-entry: Sonnemeier, Konrad, Vzfeldw. — 13. 3. Lüneburg, vermißt.: [608, 1509, 999, 1522]
- casualty-entry: Stamm, Paul — 6. 6. Rauenhaus, Solingen — vermißt.: [1103, 336, 1453, 350]
- casualty-entry: Stoll, Karl — 29. 1. Rappoltsweiler — † an seinen Wunden.: [1103, 1670, 1502, 1683]
- casualty-entry: Senf, Otto, Vzfeldw. — 28. 8. Gera, Reuß — vermißt.: [608, 320, 964, 334]
- casualty-entry: Sintenis, Max — 10. 12. Magdeburg — vermißt.: [608, 786, 915, 800]
- casualty-entry: Sliba, Josef — 25. 5. Mosurau, Kosel — leicht verw.: [608, 850, 964, 864]
